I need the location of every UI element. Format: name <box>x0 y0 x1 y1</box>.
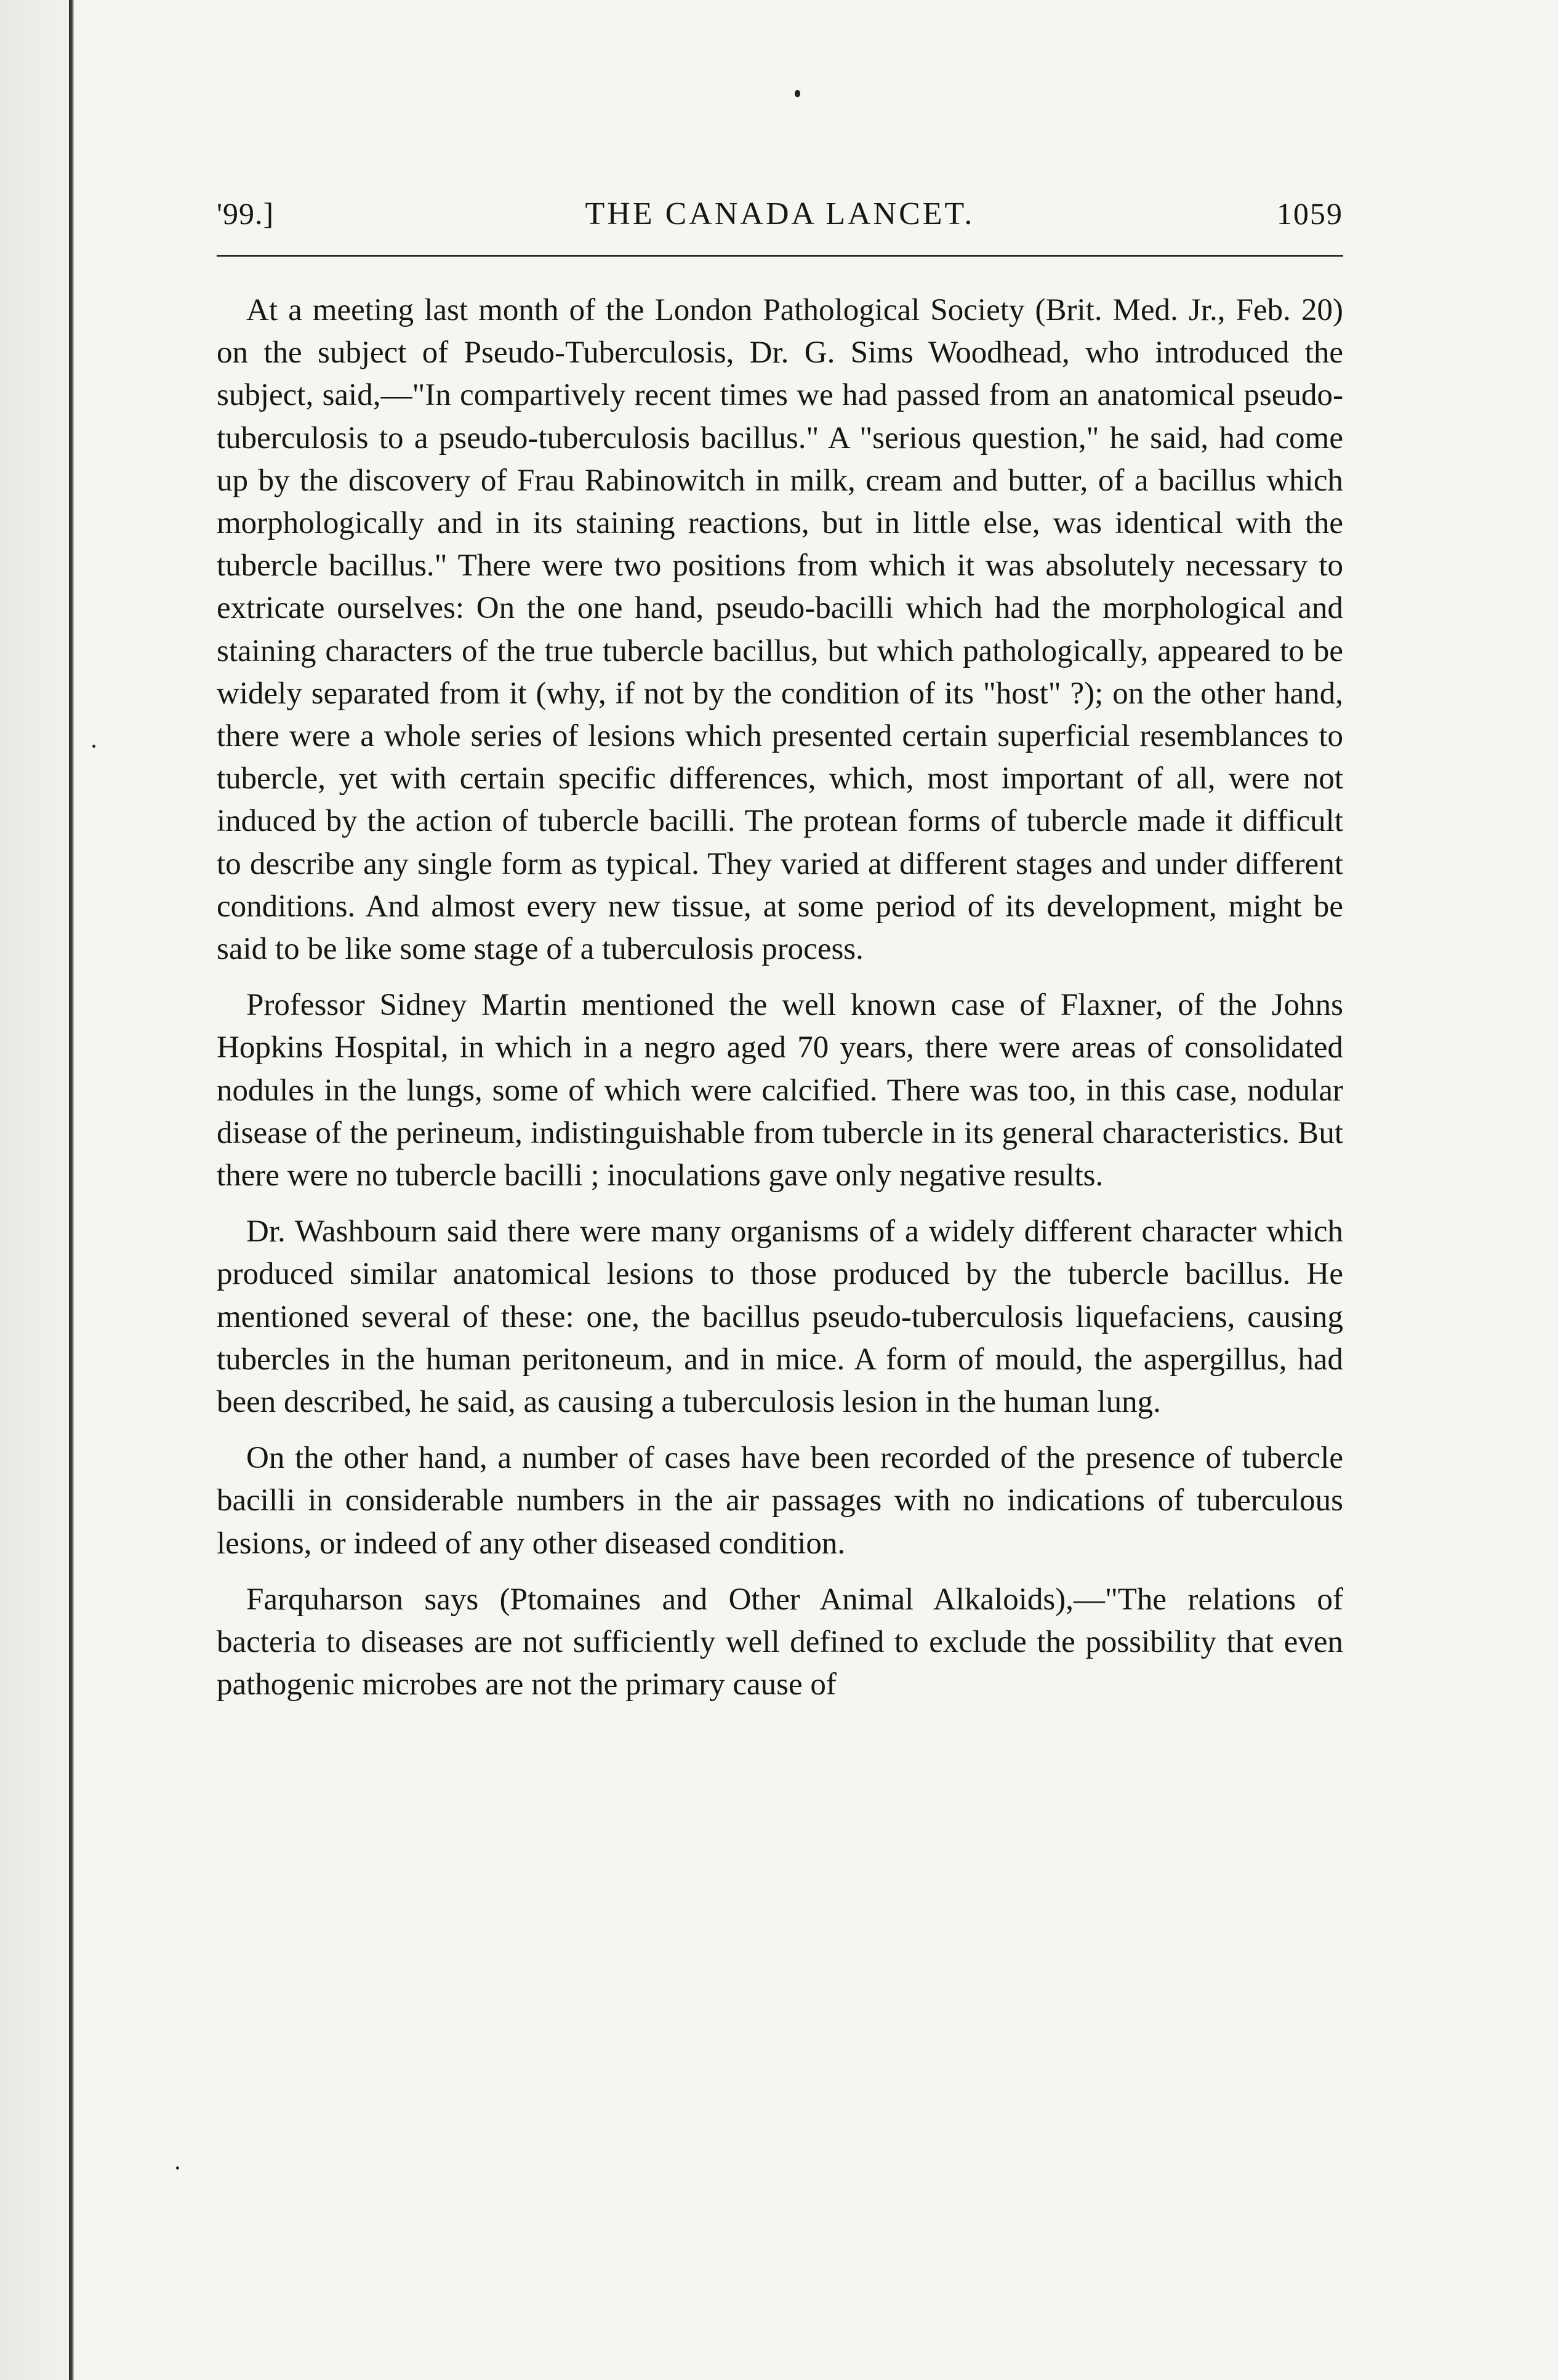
running-folio: '99.] <box>217 196 275 231</box>
running-header <box>217 196 1343 245</box>
paragraph-washbourn: Dr. Washbourn said there were many organisms of a widely different character which produced similar anatomical lesions to those produced by the tubercle bacillus. He mentioned several of these: one, the bacillus pseudo-tuberculosis liquefaciens, causing tubercles in the human peritoneum, and in mice. A form of mould, the aspergillus, had been described, he said, as causing a tuberculosis lesion in the human lung. <box>217 1214 1343 1420</box>
ink-speck <box>176 2166 179 2170</box>
header-rule <box>217 255 1343 257</box>
journal-title: THE CANADA LANCET. <box>585 196 975 231</box>
paragraph-woodhead: At a meeting last month of the London Pathological Society (Brit. Med. Jr., Feb. 20) on the subject of Pseudo-Tuberculosis, Dr. G. Sims Woodhead, who introduced the subject, said,—"In compartively recent times we had passed from an anatomical pseudo-tuberculosis to a pseudo-tuberculosis bacillus." A "serious question," he said, had come up by the discovery of Frau Rabinowitch in milk, cream and butter, of a bacillus which morphologically and in its staining reactions, but in little else, was identical with the tubercle bacillus." There were two positions from which it was absolutely necessary to extricate ourselves: On the one hand, pseudo-bacilli which had the morphological and staining characters of the true tubercle bacillus, but which pathologically, appeared to be widely separated from it (why, if not by the condition of its "host" ?); on the other hand, there were a whole series of lesions which presented certain superficial resemblances to tubercle, yet with certain specific differences, which, most important of all, were not induced by the action of tubercle bacilli. The protean forms of tubercle made it difficult to describe any single form as typical. They varied at different stages and under different conditions. And almost every new tissue, at some period of its development, might be said to be like some stage of a tuberculosis process. <box>217 293 1343 967</box>
paragraph-farquharson: Farquharson says (Ptomaines and Other Animal Alkaloids),—"The relations of bacteria to diseases are not sufficiently well defined to exclude the possibility that even pathogenic microbes are not the primary cause of <box>217 1582 1343 1702</box>
paragraph-martin: Professor Sidney Martin mentioned the well known case of Flaxner, of the Johns Hopkins Hospital, in which in a negro aged 70 years, there were areas of consolidated nodules in the lungs, some of which were calcified. There was too, in this case, nodular disease of the perineum, indistinguishable from tubercle in its general characteristics. But there were no tubercle bacilli ; inoculations gave only negative results. <box>217 988 1343 1193</box>
page-gutter <box>0 0 69 2380</box>
ink-speck <box>92 745 95 748</box>
binding-edge <box>69 0 74 2380</box>
ink-speck <box>795 90 800 97</box>
page-number: 1059 <box>1277 196 1343 231</box>
article-body <box>217 289 1343 1720</box>
paragraph-air-passages: On the other hand, a number of cases have been recorded of the presence of tubercle bacilli in considerable numbers in the air passages with no indications of tuberculous lesions, or indeed of any other diseased condition. <box>217 1441 1343 1561</box>
